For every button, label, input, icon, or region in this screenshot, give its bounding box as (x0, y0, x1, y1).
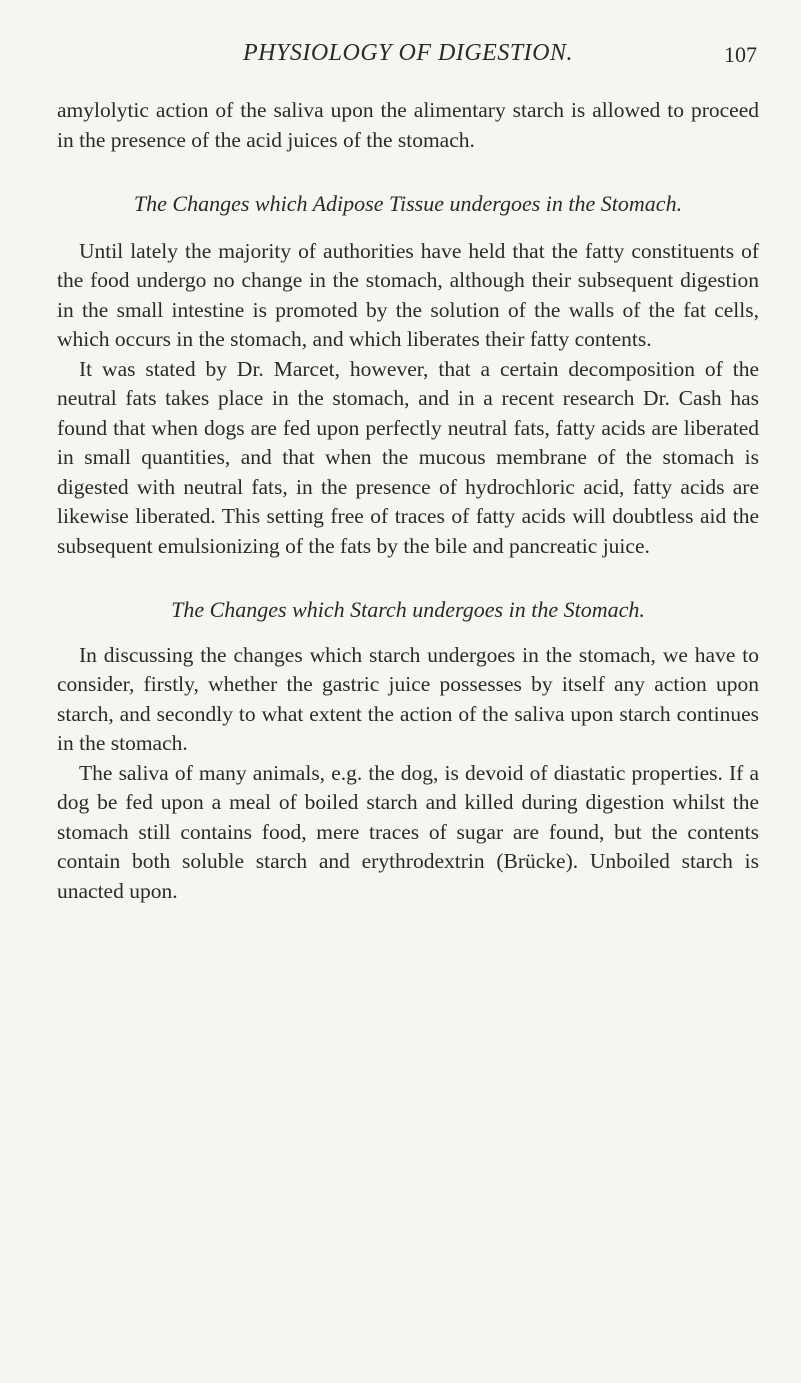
section-heading-starch: The Changes which Starch undergoes in the Stomach. (171, 597, 645, 622)
paragraph-marcet: It was stated by Dr. Marcet, however, that a certain decomposition of the neutral fats takes place in the stomach, and in a recent research Dr. Cash has found that when dogs are fed upon perfectly neutral fats, fatty acids are liberated in small quantities, and that when the mucous membrane of the stomach is digested with neutral fats, in the presence of hydrochloric acid, fatty acids are likewise liberated. This setting free of traces of fatty acids will doubtless aid the subsequent emulsionizing of the fats by the bile and pancreatic juice. (57, 356, 759, 558)
body-text (57, 96, 759, 906)
page-number: 107 (724, 42, 757, 67)
running-head (57, 0, 759, 96)
running-title: PHYSIOLOGY OF DIGESTION. (242, 40, 573, 66)
paragraph-discussing: In discussing the changes which starch undergoes in the stomach, we have to consider, firstly, whether the gastric juice possesses by itself any action upon starch, and secondly to what extent the action of the saliva upon starch continues in the stomach. (57, 642, 759, 755)
paragraph-continuation: amylolytic action of the saliva upon the alimentary starch is allowed to proceed in the presence of the acid juices of the stomach. (57, 98, 759, 152)
section-heading-adipose: The Changes which Adipose Tissue undergoes in the Stomach. (133, 191, 683, 216)
paragraph-saliva: The saliva of many animals, e.g. the dog, is devoid of diastatic properties. If a dog be fed upon a meal of boiled starch and killed during digestion whilst the stomach still contains food, mere traces of sugar are found, but the contents contain both soluble starch and erythrodextrin (Brücke). Unboiled starch is unacted upon. (57, 760, 759, 903)
paragraph-authorities: Until lately the majority of authorities have held that the fatty constituents of the food undergo no change in the stomach, although their subsequent digestion in the small intestine is promoted by the solution of the walls of the fat cells, which occurs in the stomach, and which liberates their fatty contents. (57, 238, 759, 351)
